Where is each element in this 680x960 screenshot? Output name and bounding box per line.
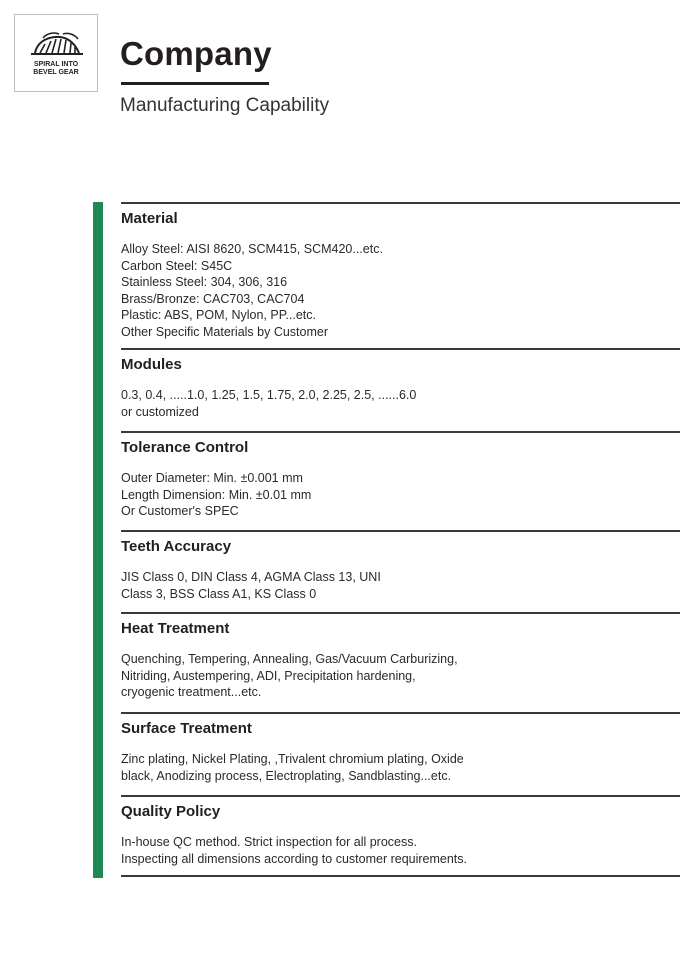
section-body (121, 470, 311, 520)
section-heading: Quality Policy (121, 803, 221, 820)
section-body (121, 751, 464, 784)
page-subtitle: Manufacturing Capability (120, 95, 330, 116)
section-heading: Material (121, 210, 178, 227)
section-line: Carbon Steel: S45C (121, 258, 233, 273)
section-line: Length Dimension: Min. ±0.01 mm (121, 487, 312, 502)
section-body (121, 569, 381, 602)
section-line: Other Specific Materials by Customer (121, 324, 329, 339)
section-heading: Surface Treatment (121, 720, 252, 737)
section-line: Brass/Bronze: CAC703, CAC704 (121, 291, 305, 306)
section-teeth-accuracy (121, 530, 680, 612)
accent-bar (93, 202, 103, 878)
section-line: Nitriding, Austempering, ADI, Precipitation hardening, (121, 668, 416, 683)
section-line: Alloy Steel: AISI 8620, SCM415, SCM420...etc. (121, 242, 383, 256)
section-body (121, 651, 458, 701)
section-heat-treatment (121, 612, 680, 712)
logo-line-2: BEVEL GEAR (33, 69, 79, 76)
section-line: Zinc plating, Nickel Plating, ,Trivalent chromium plating, Oxide (121, 752, 464, 766)
section-body (121, 241, 383, 340)
section-modules (121, 348, 680, 431)
section-line: Inspecting all dimensions according to customer requirements. (121, 851, 468, 866)
bottom-divider (121, 875, 680, 877)
title-underline (121, 82, 269, 85)
section-line: In-house QC method. Strict inspection for all process. (121, 835, 417, 849)
section-quality-policy (121, 795, 680, 875)
section-heading: Modules (121, 356, 182, 373)
section-body (121, 834, 467, 867)
section-surface-treatment (121, 712, 680, 795)
logo-line-1: SPIRAL INTO (33, 61, 79, 68)
section-line: Class 3, BSS Class A1, KS Class 0 (121, 586, 317, 601)
page-title: Company (120, 35, 272, 72)
section-line: Quenching, Tempering, Annealing, Gas/Vacuum Carburizing, (121, 652, 458, 666)
section-line: Plastic: ABS, POM, Nylon, PP...etc. (121, 308, 316, 322)
section-line: Or Customer's SPEC (121, 504, 239, 518)
section-line: Outer Diameter: Min. ±0.001 mm (121, 471, 303, 485)
section-line: 0.3, 0.4, .....1.0, 1.25, 1.5, 1.75, 2.0, 2.25, 2.5, ......6.0 (121, 388, 417, 402)
section-line: or customized (121, 404, 199, 419)
section-line: cryogenic treatment...etc. (121, 685, 262, 699)
section-heading: Teeth Accuracy (121, 538, 232, 555)
section-heading: Heat Treatment (121, 620, 230, 637)
section-heading: Tolerance Control (121, 439, 249, 456)
brand-logo (14, 14, 98, 92)
section-line: Stainless Steel: 304, 306, 316 (121, 275, 288, 289)
section-line: black, Anodizing process, Electroplating, Sandblasting...etc. (121, 768, 452, 783)
spiral-bevel-gear-icon (27, 29, 87, 59)
section-tolerance-control (121, 431, 680, 530)
logo-wordmark (15, 61, 97, 77)
section-line: JIS Class 0, DIN Class 4, AGMA Class 13, UNI (121, 570, 381, 584)
section-body (121, 387, 416, 420)
section-material (121, 202, 680, 348)
